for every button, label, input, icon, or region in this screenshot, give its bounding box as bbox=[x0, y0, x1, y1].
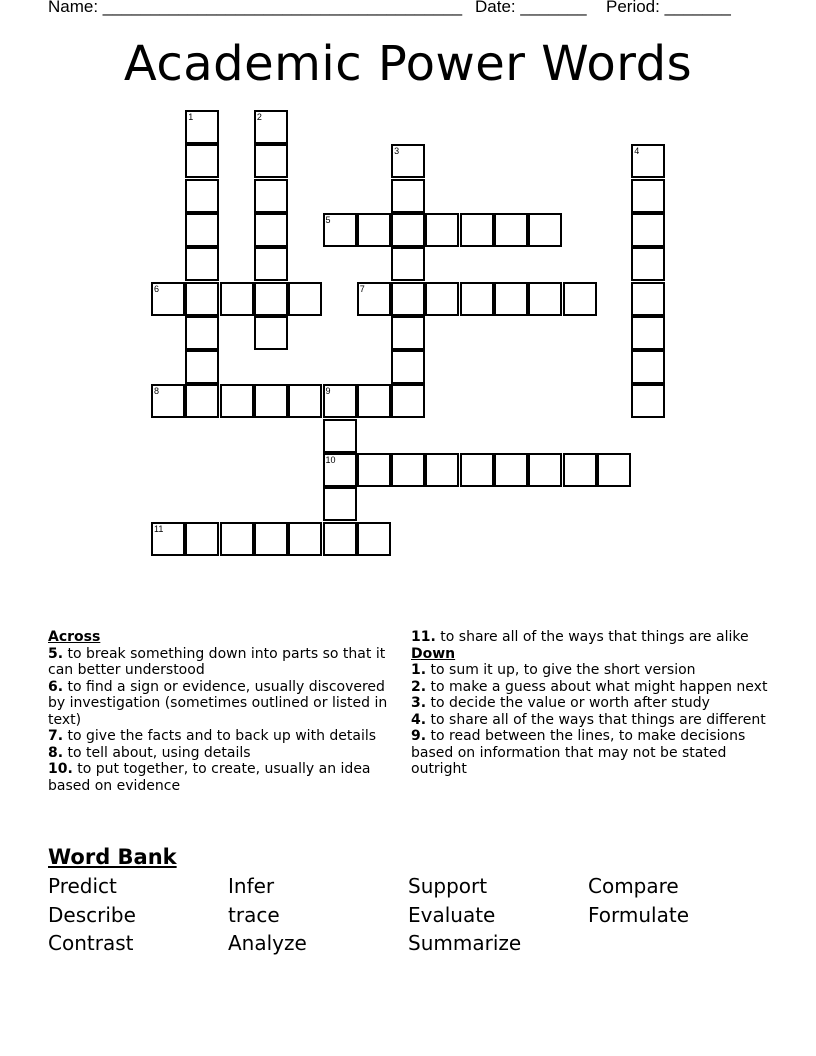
crossword-cell[interactable] bbox=[220, 384, 254, 418]
clue-number: 5. bbox=[48, 645, 64, 662]
crossword-cell[interactable] bbox=[563, 282, 597, 316]
crossword-cell[interactable] bbox=[323, 487, 357, 521]
clue-text: to give the facts and to back up with details bbox=[67, 728, 377, 744]
clue-text: to put together, to create, usually an idea based on evidence bbox=[48, 761, 371, 794]
clue-number: 4. bbox=[411, 711, 427, 728]
crossword-cell[interactable] bbox=[391, 350, 425, 384]
clue-text: to find a sign or evidence, usually discovered by investigation (sometimes outlined or listed in text) bbox=[48, 678, 388, 728]
period-field[interactable]: Period: _______ bbox=[606, 0, 731, 16]
clue-text: to share all of the ways that things are different bbox=[430, 711, 766, 728]
crossword-cell[interactable] bbox=[631, 247, 665, 281]
crossword-cell[interactable] bbox=[425, 282, 459, 316]
crossword-cell[interactable] bbox=[528, 213, 562, 247]
page-title: Academic Power Words bbox=[123, 36, 693, 92]
crossword-cell[interactable] bbox=[323, 419, 357, 453]
clue-number-label: 7 bbox=[359, 283, 365, 294]
crossword-cell[interactable] bbox=[185, 522, 219, 556]
crossword-cell[interactable] bbox=[631, 179, 665, 213]
crossword-cell[interactable] bbox=[460, 282, 494, 316]
crossword-cell[interactable] bbox=[494, 453, 528, 487]
clue-number: 9. bbox=[411, 728, 427, 744]
clue-text: to sum it up, to give the short version bbox=[430, 662, 696, 678]
clue-number-label: 5 bbox=[325, 214, 331, 225]
clue-number-label: 4 bbox=[634, 146, 640, 157]
across-heading: Across bbox=[48, 629, 101, 645]
clue-number: 6. bbox=[48, 678, 64, 695]
crossword-cell[interactable] bbox=[288, 384, 322, 418]
crossword-cell[interactable] bbox=[185, 144, 219, 178]
crossword-cell[interactable] bbox=[185, 316, 219, 350]
crossword-cell[interactable] bbox=[528, 453, 562, 487]
crossword-cell[interactable] bbox=[597, 453, 631, 487]
clue-across-11 bbox=[411, 629, 771, 646]
crossword-cell[interactable] bbox=[288, 522, 322, 556]
clue-across-10 bbox=[48, 761, 406, 794]
crossword-cell[interactable] bbox=[185, 213, 219, 247]
clue-number-label: 1 bbox=[188, 112, 194, 122]
clue-number: 2. bbox=[411, 678, 427, 695]
word-bank-item: trace bbox=[228, 903, 280, 927]
crossword-cell[interactable] bbox=[254, 144, 288, 178]
crossword-cell[interactable] bbox=[185, 179, 219, 213]
crossword-cell[interactable] bbox=[185, 282, 219, 316]
date-field[interactable]: Date: _______ bbox=[475, 0, 587, 16]
clue-text: to read between the lines, to make decisions based on information that may not be stated outright bbox=[411, 728, 746, 777]
crossword-cell[interactable] bbox=[631, 316, 665, 350]
crossword-cell[interactable] bbox=[391, 316, 425, 350]
clue-across-7 bbox=[48, 728, 406, 745]
crossword-cell[interactable] bbox=[391, 453, 425, 487]
crossword-cell[interactable] bbox=[254, 179, 288, 213]
clue-across-5 bbox=[48, 646, 406, 679]
clue-text: to tell about, using details bbox=[67, 744, 251, 761]
clue-number-label: 11 bbox=[154, 523, 164, 534]
crossword-cell[interactable] bbox=[185, 247, 219, 281]
word-bank-item: Contrast bbox=[48, 931, 134, 955]
clue-number-label: 10 bbox=[325, 455, 336, 465]
crossword-cell[interactable] bbox=[631, 384, 665, 418]
clues-column-left bbox=[48, 629, 406, 794]
clue-down-4 bbox=[411, 712, 771, 729]
clue-number-label: 9 bbox=[325, 386, 331, 397]
crossword-cell[interactable] bbox=[357, 453, 391, 487]
word-bank-item: Formulate bbox=[588, 903, 690, 927]
crossword-cell[interactable] bbox=[185, 384, 219, 418]
crossword-cell[interactable] bbox=[254, 384, 288, 418]
crossword-cell[interactable] bbox=[391, 213, 425, 247]
crossword-cell[interactable] bbox=[631, 350, 665, 384]
crossword-cell[interactable] bbox=[254, 316, 288, 350]
down-heading: Down bbox=[411, 645, 456, 662]
clue-down-1 bbox=[411, 662, 771, 679]
clue-number: 10. bbox=[48, 761, 73, 777]
crossword-cell[interactable] bbox=[391, 179, 425, 213]
crossword-cell[interactable] bbox=[391, 282, 425, 316]
word-bank-item: Describe bbox=[48, 903, 136, 927]
clue-text: to break something down into parts so that it can better understood bbox=[48, 645, 386, 678]
clue-number-label: 3 bbox=[394, 146, 400, 157]
crossword-cell[interactable] bbox=[254, 282, 288, 316]
word-bank-item: Evaluate bbox=[408, 903, 496, 927]
word-bank-item: Compare bbox=[588, 874, 679, 898]
crossword-cell[interactable] bbox=[460, 453, 494, 487]
clue-number-label: 2 bbox=[256, 112, 262, 122]
crossword-cell[interactable] bbox=[288, 282, 322, 316]
word-bank-item: Predict bbox=[48, 874, 117, 898]
clue-text: to share all of the ways that things are alike bbox=[440, 629, 749, 645]
word-bank-item: Summarize bbox=[408, 931, 522, 955]
clue-number: 11. bbox=[411, 629, 436, 645]
word-bank-item: Infer bbox=[228, 874, 275, 898]
crossword-cell[interactable] bbox=[323, 522, 357, 556]
crossword-cell[interactable] bbox=[357, 384, 391, 418]
clue-number: 7. bbox=[48, 728, 64, 744]
crossword-cell[interactable] bbox=[357, 213, 391, 247]
crossword-cell[interactable] bbox=[528, 282, 562, 316]
crossword-cell[interactable] bbox=[425, 453, 459, 487]
crossword-cell[interactable] bbox=[563, 453, 597, 487]
word-bank-item: Support bbox=[408, 874, 488, 898]
crossword-cell[interactable] bbox=[254, 522, 288, 556]
crossword-cell[interactable] bbox=[494, 282, 528, 316]
clue-number: 3. bbox=[411, 695, 427, 711]
crossword-cell[interactable] bbox=[357, 522, 391, 556]
clues-column-right bbox=[411, 629, 771, 778]
clue-down-3 bbox=[411, 695, 771, 712]
crossword-cell[interactable] bbox=[425, 213, 459, 247]
crossword-cell[interactable] bbox=[631, 282, 665, 316]
word-bank-item: Analyze bbox=[228, 931, 307, 955]
clue-number-label: 8 bbox=[154, 386, 160, 397]
crossword-cell[interactable] bbox=[391, 247, 425, 281]
clue-down-9 bbox=[411, 728, 771, 778]
crossword-cell[interactable] bbox=[494, 213, 528, 247]
name-field[interactable]: Name: ______________________________________ bbox=[48, 0, 463, 16]
clue-text: to make a guess about what might happen next bbox=[430, 678, 768, 695]
word-bank-heading: Word Bank bbox=[48, 845, 177, 869]
crossword-cell[interactable] bbox=[254, 247, 288, 281]
clue-down-2 bbox=[411, 679, 771, 696]
clue-number: 8. bbox=[48, 744, 64, 761]
clue-text: to decide the value or worth after study bbox=[430, 695, 710, 711]
clue-number-label: 6 bbox=[154, 283, 160, 294]
crossword-cell[interactable] bbox=[460, 213, 494, 247]
clue-number: 1. bbox=[411, 662, 427, 678]
crossword-cell[interactable] bbox=[254, 213, 288, 247]
crossword-cell[interactable] bbox=[391, 384, 425, 418]
crossword-cell[interactable] bbox=[220, 282, 254, 316]
crossword-cell[interactable] bbox=[220, 522, 254, 556]
crossword-cell[interactable] bbox=[631, 213, 665, 247]
clue-across-6 bbox=[48, 679, 406, 729]
clue-across-8 bbox=[48, 745, 406, 762]
crossword-cell[interactable] bbox=[185, 350, 219, 384]
